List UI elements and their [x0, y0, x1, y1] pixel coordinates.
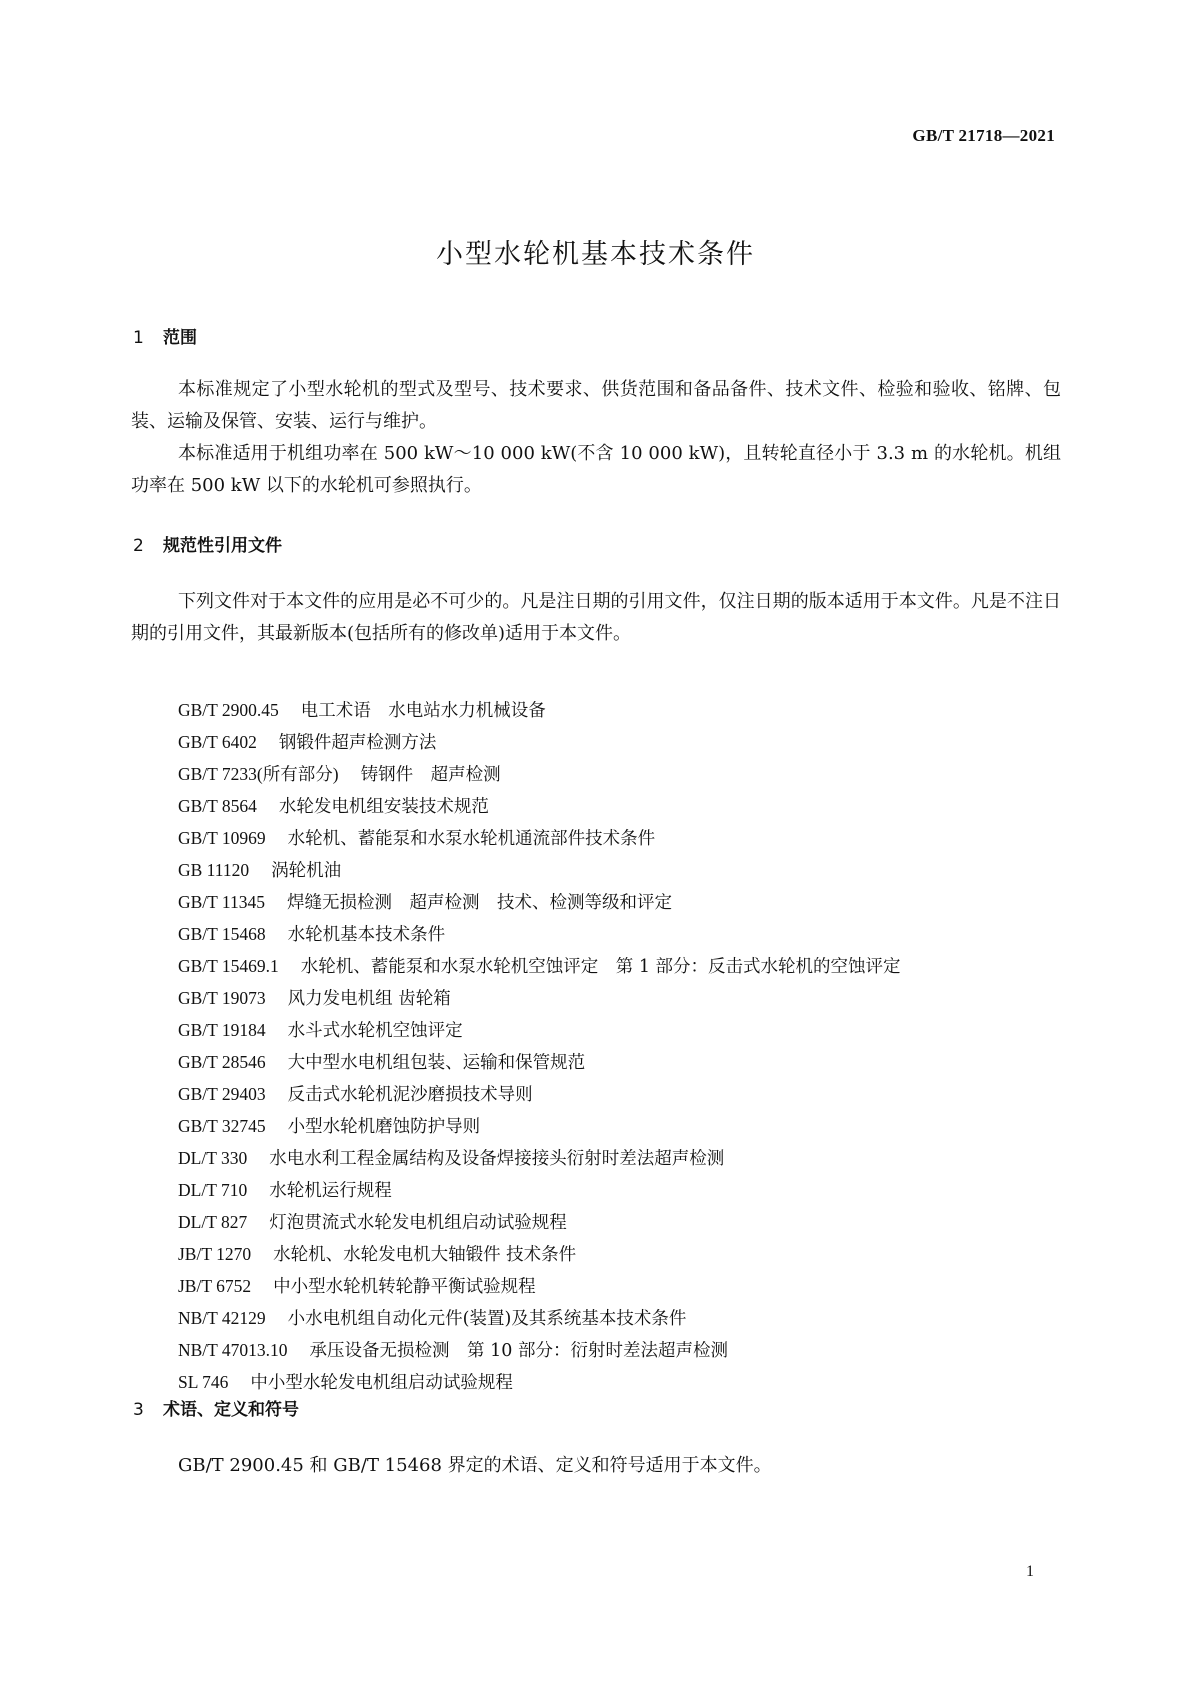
standard-code: GB/T 21718—2021 — [912, 126, 1055, 145]
reference-item — [178, 1046, 901, 1078]
reference-title: 水轮机运行规程 — [269, 1181, 392, 1201]
reference-code: GB/T 2900.45 — [178, 700, 279, 720]
reference-code: GB/T 15469.1 — [178, 956, 279, 976]
reference-item — [178, 1334, 901, 1366]
reference-item — [178, 854, 901, 886]
reference-code: GB/T 11345 — [178, 892, 266, 912]
reference-code: GB/T 10969 — [178, 828, 266, 848]
reference-item — [178, 1078, 901, 1110]
reference-title: 钢锻件超声检测方法 — [278, 733, 437, 753]
reference-title: 反击式水轮机泥沙磨损技术导则 — [287, 1085, 533, 1105]
reference-code: GB/T 8564 — [178, 796, 257, 816]
reference-code: GB/T 7233(所有部分) — [178, 764, 339, 784]
normative-references-list — [178, 694, 901, 1398]
reference-item — [178, 982, 901, 1014]
section-3-paragraph-1: GB/T 2900.45 和 GB/T 15468 界定的术语、定义和符号适用于本文件。 — [178, 1455, 772, 1476]
section-number: 3 — [133, 1400, 144, 1420]
reference-title: 灯泡贯流式水轮发电机组启动试验规程 — [269, 1213, 567, 1233]
reference-item — [178, 1174, 901, 1206]
reference-code: GB 11120 — [178, 860, 250, 880]
reference-item — [178, 1142, 901, 1174]
reference-item — [178, 950, 901, 982]
reference-title: 水轮机基本技术条件 — [287, 925, 446, 945]
reference-title: 风力发电机组 齿轮箱 — [287, 989, 451, 1009]
reference-item — [178, 1270, 901, 1302]
reference-code: JB/T 6752 — [178, 1276, 252, 1296]
reference-item — [178, 758, 901, 790]
reference-code: JB/T 1270 — [178, 1244, 252, 1264]
reference-code: GB/T 19184 — [178, 1020, 266, 1040]
reference-title: 大中型水电机组包装、运输和保管规范 — [287, 1053, 586, 1073]
reference-item — [178, 1238, 901, 1270]
reference-code: DL/T 827 — [178, 1212, 248, 1232]
reference-code: GB/T 15468 — [178, 924, 266, 944]
reference-code: GB/T 29403 — [178, 1084, 266, 1104]
reference-code: NB/T 47013.10 — [178, 1340, 288, 1360]
section-title: 范围 — [163, 328, 197, 348]
section-1-paragraph-2: 本标准适用于机组功率在 500 kW～10 000 kW(不含 10 000 kW)，且转轮直径小于 3.3 m 的水轮机。机组功率在 500 kW 以下的水轮机可参照执行。 — [131, 443, 1061, 496]
section-number: 2 — [133, 536, 144, 556]
reference-title: 水电水利工程金属结构及设备焊接接头衍射时差法超声检测 — [269, 1149, 725, 1169]
reference-title: 电工术语 水电站水力机械设备 — [300, 701, 546, 721]
reference-code: SL 746 — [178, 1372, 229, 1392]
section-1-heading — [133, 323, 197, 348]
reference-code: GB/T 6402 — [178, 732, 257, 752]
reference-code: GB/T 32745 — [178, 1116, 266, 1136]
reference-title: 水轮机、蓄能泵和水泵水轮机通流部件技术条件 — [287, 829, 656, 849]
reference-item — [178, 1206, 901, 1238]
reference-item — [178, 1014, 901, 1046]
reference-title: 中小型水轮机转轮静平衡试验规程 — [273, 1277, 536, 1297]
reference-title: 水轮机、蓄能泵和水泵水轮机空蚀评定 第 1 部分：反击式水轮机的空蚀评定 — [300, 957, 901, 977]
section-title: 术语、定义和符号 — [163, 1400, 299, 1420]
reference-title: 水斗式水轮机空蚀评定 — [287, 1021, 463, 1041]
reference-item — [178, 918, 901, 950]
section-2-heading — [133, 531, 282, 556]
reference-item — [178, 790, 901, 822]
reference-item — [178, 1110, 901, 1142]
reference-title: 铸钢件 超声检测 — [360, 765, 501, 785]
reference-item — [178, 1366, 901, 1398]
reference-code: DL/T 710 — [178, 1180, 248, 1200]
reference-title: 涡轮机油 — [271, 861, 342, 881]
section-2-paragraph-1: 下列文件对于本文件的应用是必不可少的。凡是注日期的引用文件，仅注日期的版本适用于本文件。凡是不注日期的引用文件，其最新版本(包括所有的修改单)适用于本文件。 — [131, 591, 1061, 644]
reference-item — [178, 1302, 901, 1334]
reference-code: GB/T 28546 — [178, 1052, 266, 1072]
section-number: 1 — [133, 328, 144, 348]
section-title: 规范性引用文件 — [163, 536, 282, 556]
reference-code: GB/T 19073 — [178, 988, 266, 1008]
reference-title: 中小型水轮发电机组启动试验规程 — [250, 1373, 513, 1393]
reference-title: 小型水轮机磨蚀防护导则 — [287, 1117, 481, 1137]
reference-title: 焊缝无损检测 超声检测 技术、检测等级和评定 — [287, 893, 673, 913]
reference-code: DL/T 330 — [178, 1148, 248, 1168]
reference-title: 水轮发电机组安装技术规范 — [278, 797, 489, 817]
reference-item — [178, 886, 901, 918]
reference-item — [178, 694, 901, 726]
reference-item — [178, 822, 901, 854]
reference-item — [178, 726, 901, 758]
reference-title: 小水电机组自动化元件(装置)及其系统基本技术条件 — [287, 1309, 687, 1329]
page-number: 1 — [1026, 1563, 1034, 1580]
document-title: 小型水轮机基本技术条件 — [436, 239, 755, 270]
section-3-heading — [133, 1395, 299, 1420]
reference-title: 承压设备无损检测 第 10 部分：衍射时差法超声检测 — [309, 1341, 728, 1361]
reference-title: 水轮机、水轮发电机大轴锻件 技术条件 — [273, 1245, 577, 1265]
section-1-paragraph-1: 本标准规定了小型水轮机的型式及型号、技术要求、供货范围和备品备件、技术文件、检验和验收、铭牌、包装、运输及保管、安装、运行与维护。 — [131, 379, 1061, 432]
reference-code: NB/T 42129 — [178, 1308, 266, 1328]
